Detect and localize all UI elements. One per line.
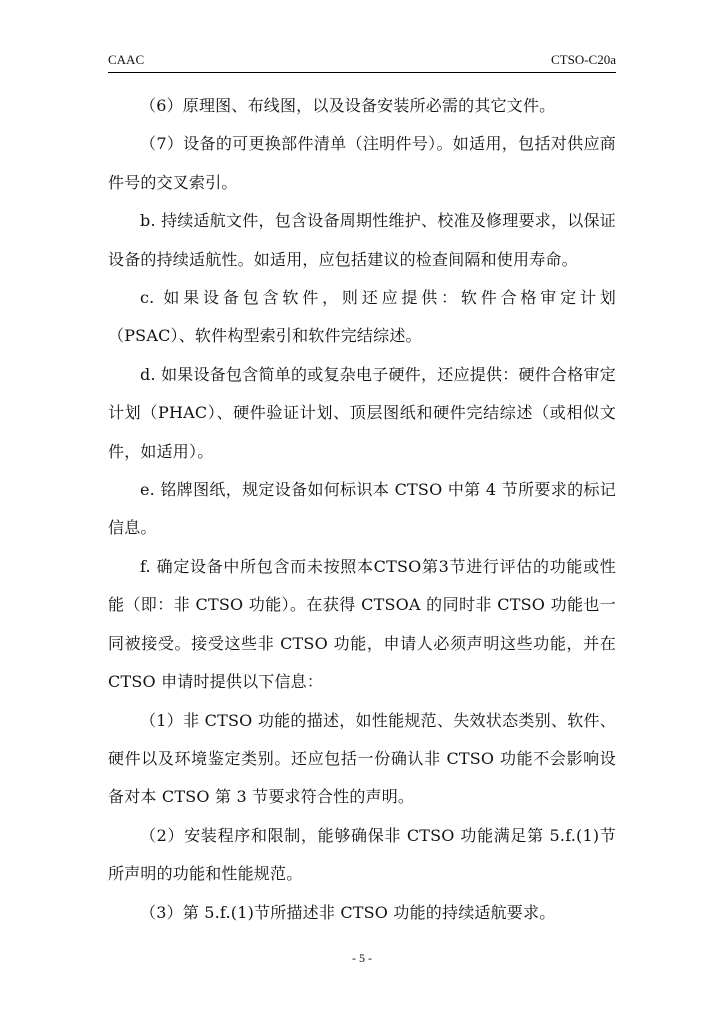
page-number: - 5 - — [352, 951, 372, 965]
paragraph-f-1: （1）非 CTSO 功能的描述，如性能规范、失效状态类别、软件、硬件以及环境鉴定类别。还应包括一份确认非 CTSO 功能不会影响设备对本 CTSO 第 3 节要求符合性的声明。 — [108, 710, 616, 807]
paragraph-b: b. 持续适航文件，包含设备周期性维护、校准及修理要求，以保证设备的持续适航性。如适用，应包括建议的检查间隔和使用寿命。 — [108, 211, 616, 269]
paragraph-e: e. 铭牌图纸，规定设备如何标识本 CTSO 中第 4 节所要求的标记信息。 — [108, 480, 616, 538]
paragraph-item-6: （6）原理图、布线图，以及设备安装所必需的其它文件。 — [140, 96, 556, 115]
page-header — [108, 52, 616, 73]
paragraph-f: f. 确定设备中所包含而未按照本CTSO第3节进行评估的功能或性能（即：非 CTSO 功能）。在获得 CTSOA 的同时非 CTSO 功能也一同被接受。接受这些非 CTSO 功能，申请人必须声明这些功能，并在 CTSO 申请时提供以下信息： — [108, 556, 616, 692]
header-document-id: CTSO-C20a — [551, 52, 616, 67]
paragraph-f-3: （3）第 5.f.(1)节所描述非 CTSO 功能的持续适航要求。 — [140, 902, 556, 922]
header-organization: CAAC — [108, 52, 145, 67]
paragraph-c: c. 如果设备包含软件，则还应提供：软件合格审定计划（PSAC）、软件构型索引和软件完结综述。 — [108, 288, 616, 346]
paragraph-d: d. 如果设备包含简单的或复杂电子硬件，还应提供：硬件合格审定计划（PHAC）、硬件验证计划、顶层图纸和硬件完结综述（或相似文件，如适用）。 — [108, 364, 616, 461]
document-body — [108, 87, 616, 932]
paragraph-f-2: （2）安装程序和限制，能够确保非 CTSO 功能满足第 5.f.(1)节所声明的功能和性能规范。 — [108, 825, 616, 884]
paragraph-item-7: （7）设备的可更换部件清单（注明件号）。如适用，包括对供应商件号的交叉索引。 — [108, 134, 616, 192]
